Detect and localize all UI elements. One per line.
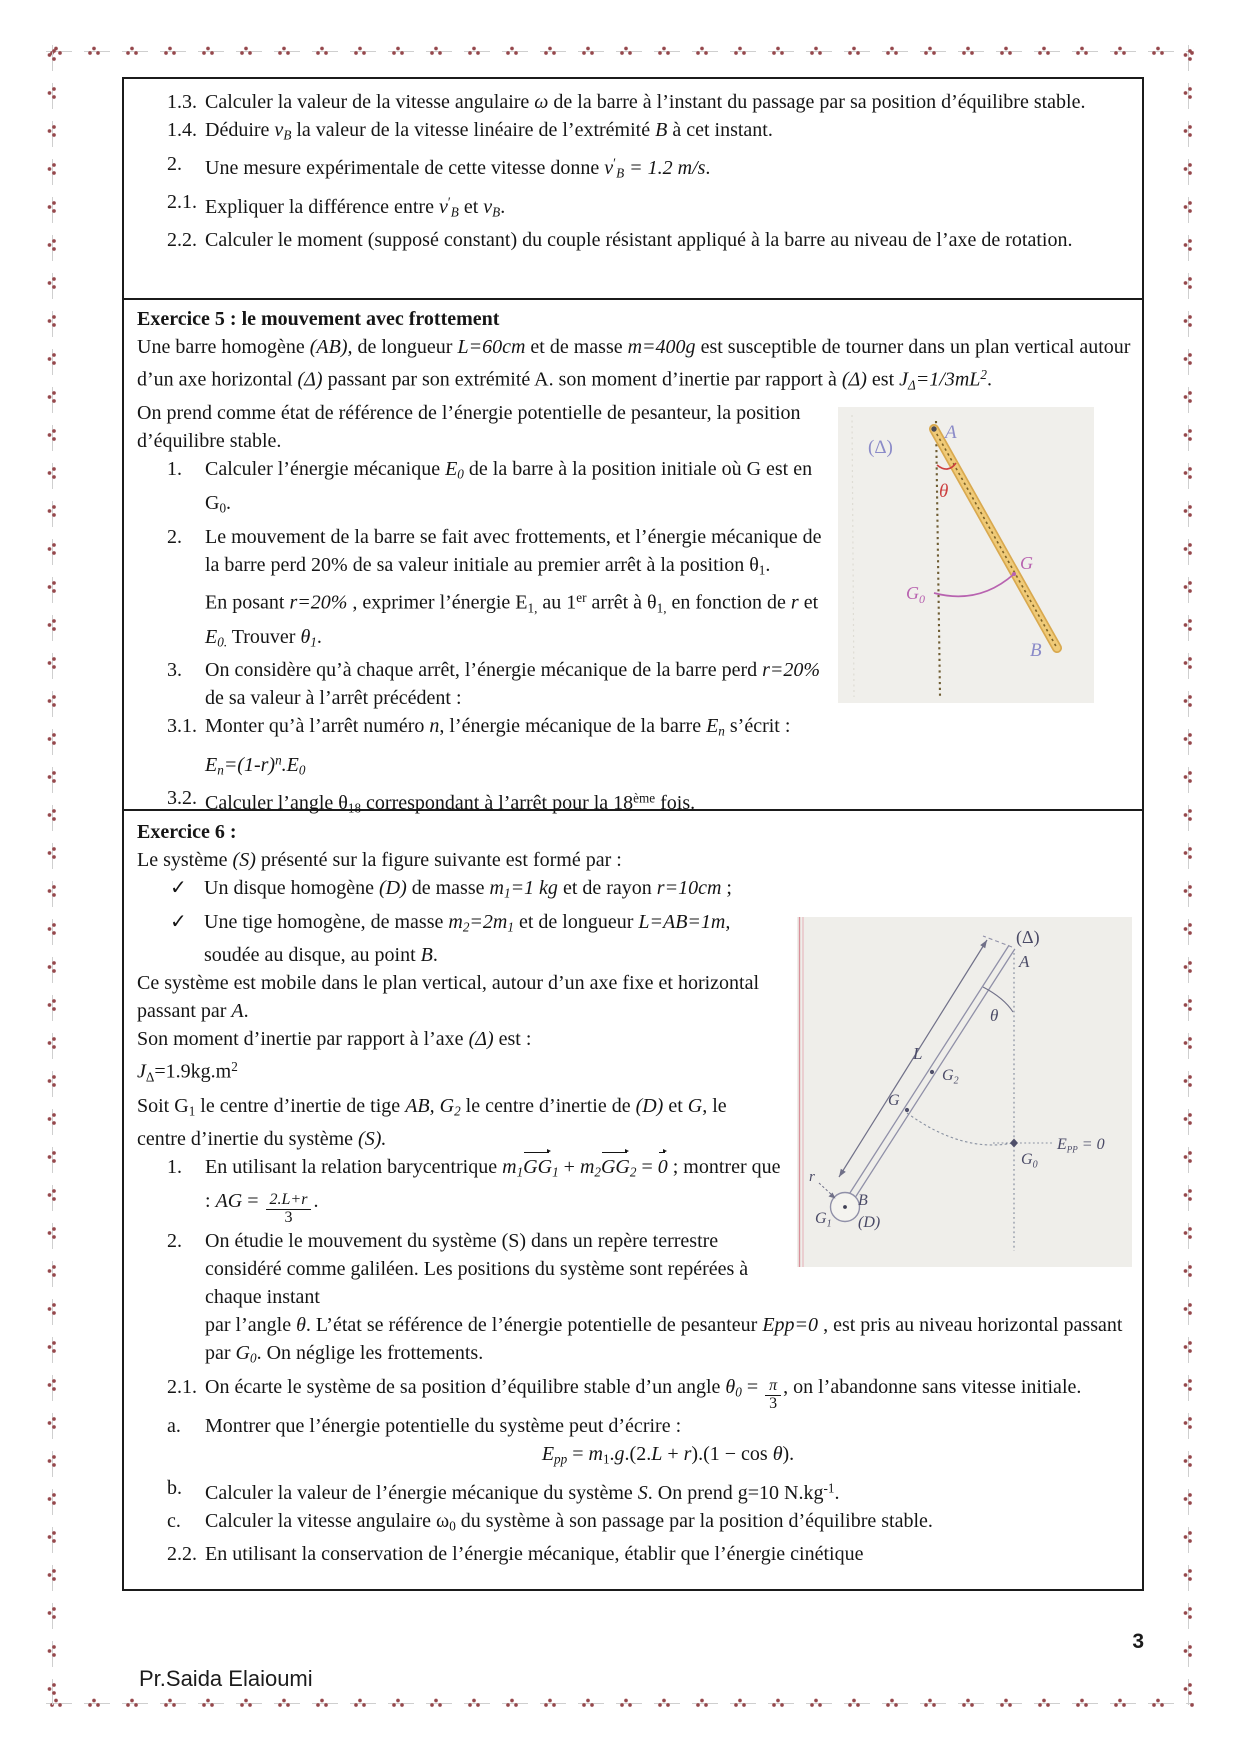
question-1 (167, 1153, 790, 1226)
check-mark: ✓ (170, 910, 187, 933)
G0-label: $G_0$ (1021, 1151, 1038, 1171)
question-text: Une mesure expérimentale de cette vitesse donne v′B = 1.2 m/s. (205, 155, 711, 181)
exercise-table (122, 77, 1144, 1591)
decorative-border-top (46, 45, 1194, 58)
theta-label: θ (990, 1006, 999, 1025)
question-number: 2. (167, 1229, 182, 1252)
inertia-moment-value: $J\Delta=1.9kg.m^2$ (137, 1059, 238, 1085)
question-number: 2.1. (167, 190, 197, 213)
question-text-end: . (313, 1190, 319, 1213)
exercise5-figure (838, 407, 1094, 703)
question-text: Expliquer la différence entre v′B et vB. (205, 193, 506, 220)
question-2-continuation: par l’angle θ. L’état se référence de l’énergie potentielle de pesanteur Epp=0 , est pris au niveau horizontal passant par G0. On néglige les frottements. (205, 1313, 1123, 1366)
bullet-rod (170, 908, 790, 970)
question-2-continuation: En posant r=20% , exprimer l’énergie E1, au 1er arrêt à θ1, en fonction de r et E0. Trouver θ1. (205, 590, 819, 650)
question-letter: c. (167, 1509, 181, 1532)
question-text: Calculer le moment (supposé constant) du couple résistant appliqué à la barre au niveau de l’axe de rotation. (205, 229, 1073, 252)
question-3-1 (167, 712, 830, 784)
G-label: G (888, 1092, 900, 1109)
exercise6-intro: Le système (S) présenté sur la figure suivante est formé par : (137, 849, 622, 871)
question-2 (167, 523, 830, 585)
question-number: 1.4. (167, 119, 197, 141)
question-number: 1. (167, 458, 182, 481)
exercise5-intro: Une barre homogène (AB), de longueur L=60cm et de masse m=400g est susceptible de tourner dans un plan vertical autour d’un axe horizontal (Δ) passant par son extrémité A. son moment d’inertie par rapport à (Δ) est $J\Delta=1/3mL^2$. (137, 336, 1131, 393)
inertia-moment-intro: Son moment d’inertie par rapport à l’axe (Δ) est : (137, 1028, 532, 1051)
exercise6-section (124, 811, 1142, 1589)
disc-D (831, 1193, 860, 1222)
question-text: Montrer que l’énergie potentielle du système peut d’écrire : (205, 1415, 682, 1438)
potential-energy-equation: Epp = m1.g.(2.L + r).(1 − cos θ). (541, 1443, 795, 1467)
question-text: Le mouvement de la barre se fait avec frottements, et l’énergie mécanique de la barre perd 20% de sa valeur initiale au premier arrêt à la position θ1. (205, 525, 822, 578)
point-B-label: B (1030, 640, 1042, 661)
exercise5-reference-note: On prend comme état de référence de l’énergie potentielle de pesanteur, la position d’équilibre stable. (137, 402, 801, 453)
question-text: On écarte le système de sa position d’équilibre stable d’un angle θ0 = (205, 1375, 764, 1400)
G-point (1012, 572, 1016, 576)
question-letter: b. (167, 1477, 182, 1499)
question-1-4 (167, 116, 1142, 150)
pivot-point-A (931, 426, 936, 431)
question-1-3 (167, 88, 1142, 116)
question-text: Calculer la valeur de l’énergie mécanique du système S. On prend g=10 $N.kg^{-1}$. (205, 1480, 840, 1504)
author-name: Pr.Saida Elaioumi (139, 1666, 313, 1691)
theta-label: θ (939, 481, 949, 502)
question-1 (167, 455, 830, 522)
radius-r-label: r (809, 1169, 815, 1185)
question-3 (167, 656, 830, 712)
G-point (905, 1108, 909, 1112)
question-a (167, 1412, 1142, 1440)
page-number: 3 (1132, 1630, 1144, 1653)
exercise5-title: Exercice 5 : le mouvement avec frottement (137, 308, 500, 330)
question-b (167, 1474, 1142, 1507)
bullet-disc (170, 874, 1142, 908)
question-2-2 (167, 226, 1142, 254)
question-text: Calculer l’énergie mécanique E0 de la barre à la position initiale où G est en G0. (205, 458, 813, 516)
disc-D-label: (D) (858, 1214, 881, 1231)
question-number: 1. (167, 1156, 182, 1179)
bullet-text: Une tige homogène, de masse m2=2m1 et de longueur L=AB=1m, soudée au disque, au point B. (204, 910, 731, 967)
question-text: On considère qu’à chaque arrêt, l’énergie mécanique de la barre perd r=20% de sa valeur à l’arrêt précédent : (205, 659, 821, 710)
question-letter: a. (167, 1415, 181, 1438)
centers-of-inertia-note: Soit G1 le centre d’inertie de tige AB, G2 le centre d’inertie de (D) et G, le centre d’inertie du système (S). (137, 1094, 727, 1151)
bullet-text: Un disque homogène (D) de masse m1=1 kg et de rayon r=10cm ; (204, 877, 732, 901)
point-B-label: B (858, 1192, 868, 1209)
question-number: 3.2. (167, 787, 197, 810)
exercise6-title: Exercice 6 : (137, 821, 237, 843)
G-label: G (1020, 553, 1033, 573)
exercise4-questions-section (124, 79, 1142, 300)
point-A-label: A (1019, 952, 1030, 971)
G0-label: $G_0$ (906, 583, 925, 606)
length-L-label: L (913, 1044, 923, 1063)
question-number: 1.3. (167, 91, 197, 113)
question-text: Calculer la vitesse angulaire ω0 du système à son passage par la position d’équilibre stable. (205, 1509, 933, 1534)
question-text: En utilisant la conservation de l’énergie mécanique, établir que l’énergie cinétique (205, 1543, 864, 1566)
question-number: 3. (167, 659, 182, 682)
G2-point (930, 1070, 934, 1074)
question-2 (167, 1227, 790, 1311)
question-c (167, 1507, 1142, 1541)
question-2-1 (167, 1373, 1142, 1413)
question-text: Calculer la valeur de la vitesse angulaire ω de la barre à l’instant du passage par sa position d’équilibre stable. (205, 91, 1086, 113)
fraction: $\frac{2.L+r}{3}$ (266, 1192, 312, 1227)
system-mobility-note: Ce système est mobile dans le plan vertical, autour d’un axe fixe et horizontal passant par A. (137, 972, 760, 1023)
decorative-border-right (1182, 45, 1195, 1705)
G1-label: $G_1$ (815, 1210, 832, 1230)
question-number: 2.2. (167, 1543, 197, 1566)
check-mark: ✓ (170, 877, 187, 899)
question-2-1 (167, 188, 1142, 226)
fraction: $\frac{\pi}{3}$ (765, 1378, 781, 1413)
question-text-end: , on l’abandonne sans vitesse initiale. (783, 1375, 1082, 1398)
question-number: 2.2. (167, 229, 197, 252)
question-text: Déduire vB la valeur de la vitesse linéaire de l’extrémité B à cet instant. (205, 119, 773, 143)
epp-zero-label: $E_{PP} = 0$ (1057, 1136, 1105, 1155)
question-text: En utilisant la relation barycentrique m1GG1 + m2GG2 = 0 ; montrer que : AG = (205, 1156, 781, 1212)
question-2-2 (167, 1540, 1142, 1568)
question-text: Monter qu’à l’arrêt numéro n, l’énergie mécanique de la barre En s’écrit : $En=(1-r)^n.E0$ (205, 715, 791, 778)
exercise5-section (124, 300, 1142, 816)
decorative-border-bottom (46, 1697, 1194, 1710)
question-number: 2. (167, 525, 182, 548)
question-number: 3.1. (167, 715, 197, 738)
question-2 (167, 150, 1142, 188)
decorative-border-left (46, 45, 59, 1705)
point-A-label: A (945, 422, 957, 443)
G2-label: $G_2$ (942, 1067, 959, 1087)
axis-delta-label: (Δ) (868, 437, 893, 458)
question-text: Calculer l’angle θ18 correspondant à l’arrêt pour la 18ème fois. (205, 790, 696, 816)
question-text: On étudie le mouvement du système (S) dans un repère terrestre considéré comme galiléen. Les positions du système sont repérées à chaque instant (205, 1229, 749, 1308)
question-number: 2.1. (167, 1375, 197, 1398)
axis-delta-label: (Δ) (1016, 927, 1040, 947)
question-number: 2. (167, 152, 182, 175)
exercise6-figure (797, 917, 1132, 1267)
